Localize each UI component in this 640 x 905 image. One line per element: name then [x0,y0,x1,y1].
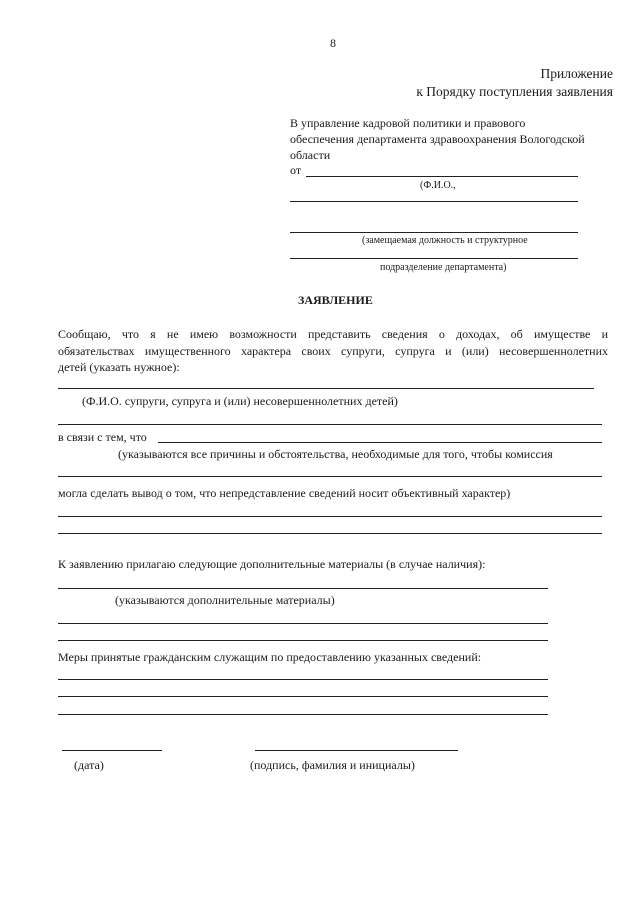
measures-label: Меры принятые гражданским служащим по предоставлению указанных сведений: [58,650,482,664]
measures-line-2[interactable] [58,696,548,697]
reasons-line[interactable] [158,442,602,443]
appendix-subtitle: к Порядку поступления заявления [416,84,613,99]
body-line-3: детей (указать нужное): [58,360,180,374]
date-line[interactable] [62,750,162,751]
body-line-2: обязательствах имущественного характера своих супруги, супруга и (или) несовершеннолетних [58,344,608,358]
fio-continued-line[interactable] [290,201,578,202]
reasons-line-3[interactable] [58,516,602,517]
position-line[interactable] [290,232,578,233]
attachments-line[interactable] [58,588,548,589]
document-title: ЗАЯВЛЕНИЕ [298,293,373,307]
family-fio-hint: (Ф.И.О. супруги, супруга и (или) несовершеннолетних детей) [82,394,398,408]
department-line[interactable] [290,258,578,259]
fio-hint: (Ф.И.О., [420,180,456,191]
body-line-1: Сообщаю, что я не имею возможности представить сведения о доходах, об имуществе и [58,327,608,341]
addressee-line-1: В управление кадровой политики и правового [290,116,526,130]
family-fio-line-2[interactable] [58,424,602,425]
position-hint: (замещаемая должность и структурное [362,235,528,246]
due-to-label: в связи с тем, что [58,430,147,444]
attachments-line-3[interactable] [58,640,548,641]
attachments-label: К заявлению прилагаю следующие дополнительные материалы (в случае наличия): [58,557,486,571]
measures-line-1[interactable] [58,679,548,680]
reasons-hint: (указываются все причины и обстоятельства, необходимые для того, чтобы комиссия [118,447,553,461]
family-fio-line[interactable] [58,388,594,389]
from-fio-line[interactable] [306,176,578,177]
signature-line[interactable] [255,750,458,751]
from-label: от [290,163,302,177]
date-label: (дата) [74,758,104,772]
department-hint: подразделение департамента) [380,262,507,273]
addressee-line-3: области [290,148,331,162]
reasons-line-4[interactable] [58,533,602,534]
attachments-line-2[interactable] [58,623,548,624]
reasons-line-2[interactable] [58,476,602,477]
appendix-title: Приложение [540,66,613,81]
conclusion-text: могла сделать вывод о том, что непредставление сведений носит объективный характер) [58,486,511,500]
signature-label: (подпись, фамилия и инициалы) [250,758,415,772]
attachments-hint: (указываются дополнительные материалы) [115,593,335,607]
measures-line-3[interactable] [58,714,548,715]
page-number: 8 [330,36,336,50]
addressee-line-2: обеспечения департамента здравоохранения Вологодской [290,132,585,146]
